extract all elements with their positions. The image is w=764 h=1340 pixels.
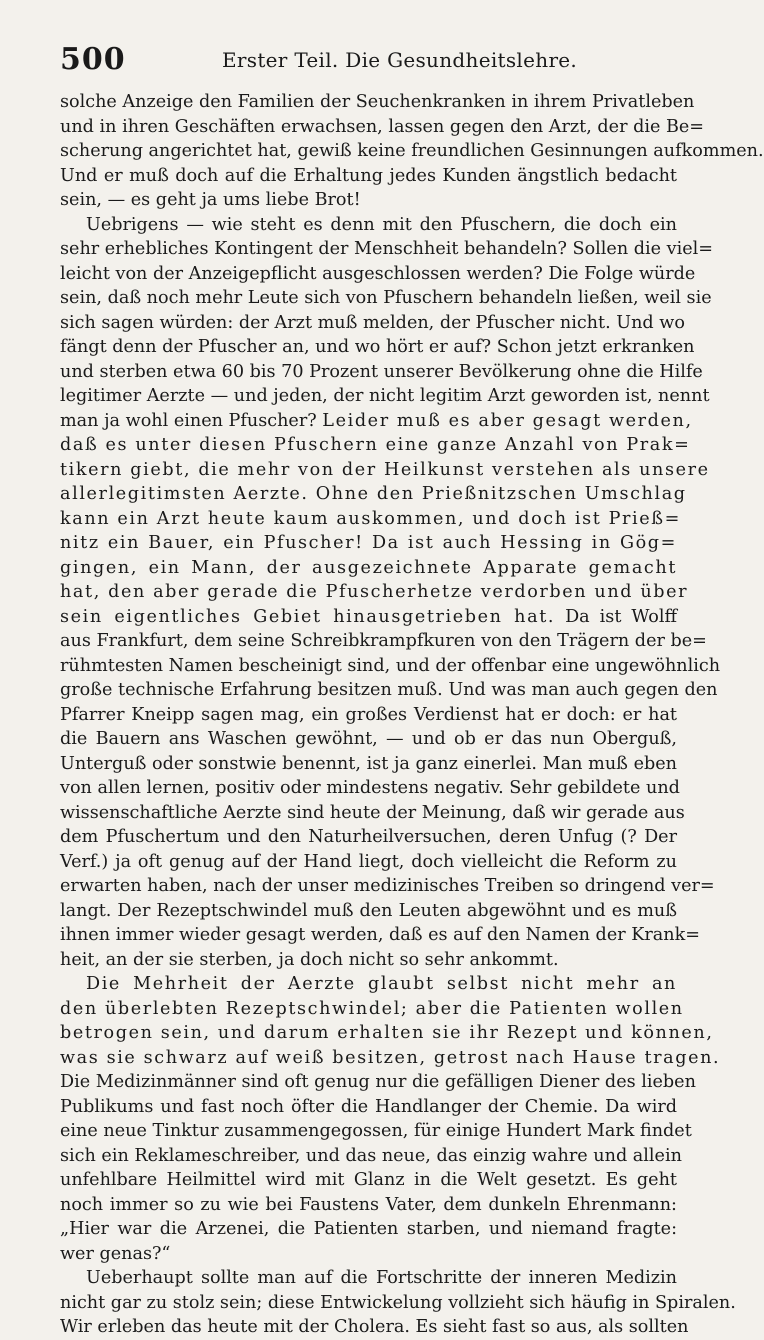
- text-line: [60, 825, 677, 850]
- text-line: [60, 115, 705, 140]
- text-segment: erwarten haben, nach der unser medizinisches Treiben so dringend ver=: [60, 876, 715, 896]
- text-line: [60, 262, 696, 287]
- text-segment: Publikums und fast noch öfter die Handlanger der Chemie. Da wird: [60, 1096, 677, 1117]
- text-line: [60, 433, 691, 458]
- text-segment: ihnen immer wieder gesagt werden, daß es auf den Namen der Krank=: [60, 925, 701, 945]
- text-segment: von allen lernen, positiv oder mindestens negativ. Sehr gebildete und: [60, 778, 680, 798]
- text-line: [60, 531, 677, 556]
- text-segment: dem Pfuschertum und den Naturheilversuchen, deren Unfug (? Der: [60, 827, 677, 847]
- text-segment: aus Frankfurt, dem seine Schreibkrampfkuren von den Trägern der be=: [60, 631, 707, 651]
- text-line: [60, 556, 677, 581]
- text-segment: Und er muß doch auf die Erhaltung jedes Kunden ängstlich bedacht: [60, 165, 677, 186]
- text-segment: gingen, ein Mann, der ausgezeichnete Apparate gemacht: [60, 557, 677, 578]
- text-segment: nicht gar zu stolz sein; diese Entwickelung vollzieht sich häufig in Spiralen.: [60, 1292, 736, 1313]
- text-segment: Die Medizinmänner sind oft genug nur die gefälligen Diener des lieben: [60, 1072, 696, 1092]
- text-line: [60, 776, 680, 801]
- text-line: [60, 360, 703, 385]
- text-segment: sein, — es geht ja ums liebe Brot!: [60, 190, 361, 210]
- text-segment: sich sagen würden: der Arzt muß melden, der Pfuscher nicht. Und wo: [60, 312, 685, 333]
- text-line: [60, 801, 685, 826]
- text-segment: heit, an der sie sterben, ja doch nicht so sehr ankommt.: [60, 949, 559, 970]
- text-line: [60, 629, 707, 654]
- running-head: Erster Teil. Die Gesundheitslehre.: [222, 48, 578, 72]
- text-segment: leicht von der Anzeigepflicht ausgeschlossen werden? Die Folge würde: [60, 263, 696, 284]
- text-line: [60, 948, 677, 973]
- text-segment: unfehlbare Heilmittel wird mit Glanz in die Welt gesetzt. Es geht: [60, 1170, 677, 1190]
- text-line: [60, 384, 710, 409]
- text-line: [60, 409, 693, 434]
- text-segment: sich ein Reklameschreiber, und das neue, das einzig wahre und allein: [60, 1145, 682, 1166]
- text-segment: Wir erleben das heute mit der Cholera. Es sieht fast so aus, als sollten: [60, 1317, 689, 1337]
- text-line: [60, 923, 701, 948]
- text-line: [60, 139, 764, 164]
- text-segment: den überlebten Rezeptschwindel; aber die Patienten wollen: [60, 998, 684, 1019]
- text-segment: und sterben etwa 60 bis 70 Prozent unserer Bevölkerung ohne die Hilfe: [60, 361, 703, 382]
- page-number: 500: [60, 42, 126, 77]
- text-segment: nitz ein Bauer, ein Pfuscher! Da ist auch Hessing in Gög=: [60, 533, 677, 553]
- text-line: [60, 335, 695, 360]
- text-line: [60, 286, 712, 311]
- text-segment: scherung angerichtet hat, gewiß keine freundlichen Gesinnungen aufkommen.: [60, 141, 764, 161]
- text-segment: sehr erhebliches Kontingent der Menschheit behandeln? Sollen die viel=: [60, 239, 714, 259]
- text-segment: noch immer so zu wie bei Faustens Vater, dem dunkeln Ehrenmann:: [60, 1194, 677, 1215]
- text-line: [60, 874, 715, 899]
- text-segment: hat, den aber gerade die Pfuscherhetze verdorben und über: [60, 582, 689, 602]
- text-line: [60, 997, 684, 1022]
- text-segment: was sie schwarz auf weiß besitzen, getrost nach Hause tragen.: [60, 1047, 721, 1068]
- text-segment: die Bauern ans Waschen gewöhnt, — und ob er das nun Oberguß,: [60, 729, 677, 749]
- text-line: [60, 972, 677, 997]
- text-segment: sein eigentliches Gebiet hinausgetrieben hat.: [60, 606, 556, 627]
- text-line: [60, 1095, 677, 1120]
- text-segment: legitimer Aerzte — und jeden, der nicht legitim Arzt geworden ist, nennt: [60, 386, 710, 406]
- text-segment: Ueberhaupt sollte man auf die Fortschritte der inneren Medizin: [86, 1268, 677, 1288]
- text-segment: rühmtesten Namen bescheinigt sind, und der offenbar eine ungewöhnlich: [60, 655, 721, 676]
- text-segment: Unterguß oder sonstwie benennt, ist ja ganz einerlei. Man muß eben: [60, 753, 677, 774]
- text-line: [60, 311, 685, 336]
- text-segment: Die Mehrheit der Aerzte glaubt selbst nicht mehr an: [86, 974, 677, 994]
- text-segment: betrogen sein, und darum erhalten sie ihr Rezept und können,: [60, 1023, 714, 1043]
- text-line: [60, 703, 677, 728]
- text-segment: allerlegitimsten Aerzte. Ohne den Prießnitzschen Umschlag: [60, 484, 687, 504]
- text-line: [60, 1070, 696, 1095]
- text-line: [60, 1168, 677, 1193]
- text-segment: Leider muß es aber gesagt werden,: [322, 410, 693, 431]
- page-header: [60, 40, 677, 80]
- text-line: [60, 1266, 677, 1291]
- text-line: [60, 1291, 736, 1316]
- text-line: [60, 654, 721, 679]
- text-line: [60, 678, 718, 703]
- text-line: [60, 458, 710, 483]
- text-line: [60, 580, 689, 605]
- text-segment: langt. Der Rezeptschwindel muß den Leuten abgewöhnt und es muß: [60, 900, 677, 921]
- text-segment: Verf.) ja oft genug auf der Hand liegt, doch vielleicht die Reform zu: [60, 851, 677, 872]
- text-line: [60, 1193, 677, 1218]
- text-segment: Pfarrer Kneipp sagen mag, ein großes Verdienst hat er doch: er hat: [60, 704, 677, 725]
- text-segment: solche Anzeige den Familien der Seuchenkranken in ihrem Privatleben: [60, 92, 695, 112]
- text-segment: große technische Erfahrung besitzen muß. Und was man auch gegen den: [60, 680, 718, 700]
- text-line: [60, 850, 677, 875]
- text-segment: tikern giebt, die mehr von der Heilkunst verstehen als unsere: [60, 459, 710, 480]
- text-line: [60, 752, 677, 777]
- text-line: [60, 1119, 692, 1144]
- text-segment: fängt denn der Pfuscher an, und wo hört er auf? Schon jetzt erkranken: [60, 337, 695, 357]
- text-segment: man ja wohl einen Pfuscher?: [60, 410, 317, 431]
- text-segment: und in ihren Geschäften erwachsen, lassen gegen den Arzt, der die Be=: [60, 116, 705, 137]
- text-line: [60, 188, 677, 213]
- text-segment: Uebrigens — wie steht es denn mit den Pfuschern, die doch ein: [86, 214, 677, 235]
- text-line: [60, 727, 677, 752]
- text-line: [60, 605, 677, 630]
- text-line: [60, 1046, 721, 1071]
- text-line: [60, 1144, 682, 1169]
- text-line: [60, 482, 687, 507]
- text-line: [60, 213, 677, 238]
- text-line: [60, 164, 677, 189]
- text-segment: daß es unter diesen Pfuschern eine ganze Anzahl von Prak=: [60, 435, 691, 455]
- text-line: [60, 1217, 677, 1242]
- text-segment: wissenschaftliche Aerzte sind heute der Meinung, daß wir gerade aus: [60, 802, 685, 823]
- text-segment: kann ein Arzt heute kaum auskommen, und doch ist Prieß=: [60, 508, 681, 529]
- text-line: [60, 1315, 689, 1340]
- text-line: [60, 237, 714, 262]
- text-segment: Da ist Wolff: [565, 606, 678, 627]
- text-segment: „Hier war die Arzenei, die Patienten starben, und niemand fragte:: [60, 1219, 677, 1239]
- text-line: [60, 899, 677, 924]
- text-segment: eine neue Tinktur zusammengegossen, für einige Hundert Mark findet: [60, 1121, 692, 1141]
- text-line: [60, 1021, 714, 1046]
- body-text: [60, 90, 764, 1340]
- text-line: [60, 507, 681, 532]
- text-segment: wer genas?“: [60, 1243, 171, 1264]
- text-line: [60, 1242, 677, 1267]
- text-segment: sein, daß noch mehr Leute sich von Pfuschern behandeln ließen, weil sie: [60, 288, 712, 308]
- text-line: [60, 90, 695, 115]
